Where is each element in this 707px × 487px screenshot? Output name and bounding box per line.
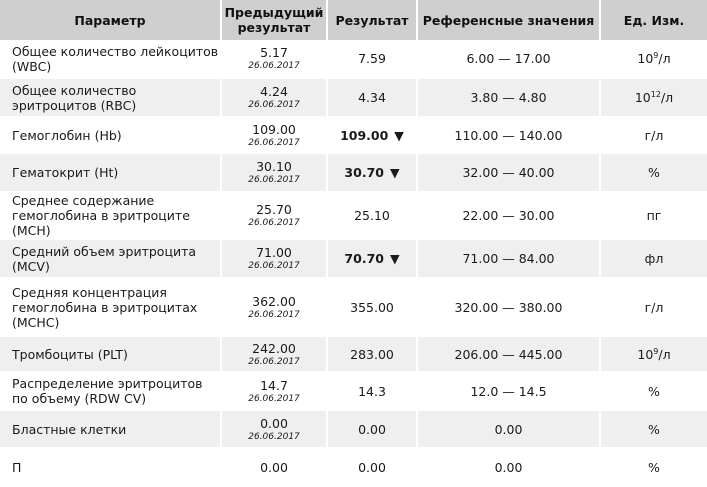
reference-range: 32.00 — 40.00 — [418, 154, 601, 193]
unit-base: % — [648, 421, 660, 437]
result-value: 4.34 — [358, 90, 386, 105]
reference-range: 320.00 — 380.00 — [418, 279, 601, 337]
table-row — [0, 40, 707, 79]
reference-range: 206.00 — 445.00 — [418, 337, 601, 373]
previous-result-date: 26.06.2017 — [248, 218, 300, 228]
previous-result-value: 5.17 — [260, 45, 288, 60]
result-cell — [328, 154, 418, 193]
reference-range: 0.00 — [418, 449, 601, 487]
reference-range: 22.00 — 30.00 — [418, 193, 601, 240]
previous-result-value: 14.7 — [260, 377, 288, 393]
previous-result-cell — [222, 79, 328, 118]
header-previous-result: Предыдущий результат — [222, 0, 328, 40]
previous-result-cell — [222, 279, 328, 337]
unit-cell — [601, 449, 707, 487]
result-cell — [328, 193, 418, 240]
previous-result-value: 0.00 — [260, 459, 288, 475]
unit-suffix: /л — [658, 346, 671, 362]
result-value: 355.00 — [350, 299, 394, 315]
unit-base: 10 — [634, 90, 651, 105]
previous-result-date: 26.06.2017 — [248, 100, 300, 110]
result-cell — [328, 79, 418, 118]
unit-base: % — [648, 459, 660, 475]
unit-cell — [601, 240, 707, 279]
previous-result-date: 26.06.2017 — [248, 431, 300, 442]
previous-result-date: 26.06.2017 — [248, 175, 300, 185]
unit-exponent: 12 — [650, 89, 661, 99]
result-cell — [328, 337, 418, 373]
previous-result-cell — [222, 193, 328, 240]
unit-base: г/л — [644, 299, 664, 315]
parameter-name: Распределение эритроцитов по объему (RDW CV) — [0, 373, 222, 411]
result-value: 283.00 — [350, 346, 394, 362]
table-row — [0, 373, 707, 411]
previous-result-date: 26.06.2017 — [248, 61, 300, 71]
result-value: 7.59 — [358, 51, 386, 66]
parameter-name: Среднее содержание гемоглобина в эритроците (MCH) — [0, 193, 222, 240]
previous-result-cell — [222, 240, 328, 279]
table-row — [0, 118, 707, 154]
result-cell — [328, 373, 418, 411]
parameter-name: Тромбоциты (PLT) — [0, 337, 222, 373]
table-row — [0, 411, 707, 449]
unit-suffix: /л — [660, 90, 674, 105]
header-unit: Ед. Изм. — [601, 0, 707, 40]
result-cell — [328, 279, 418, 337]
below-range-arrow-icon: ▼ — [389, 165, 400, 180]
parameter-name: Гематокрит (Ht) — [0, 154, 222, 193]
table-row — [0, 154, 707, 193]
result-cell — [328, 118, 418, 154]
header-result: Результат — [328, 0, 418, 40]
parameter-name: Средний объем эритроцита (MCV) — [0, 240, 222, 279]
reference-range: 12.0 — 14.5 — [418, 373, 601, 411]
below-range-arrow-icon: ▼ — [394, 127, 404, 143]
table-row — [0, 449, 707, 487]
previous-result-date: 26.06.2017 — [248, 356, 300, 367]
unit-base: % — [648, 165, 660, 180]
previous-result-cell — [222, 411, 328, 449]
previous-result-value: 25.70 — [256, 202, 292, 217]
previous-result-cell — [222, 449, 328, 487]
previous-result-value: 362.00 — [252, 293, 296, 309]
table-row — [0, 279, 707, 337]
result-value: 25.10 — [354, 208, 390, 223]
parameter-name: П — [0, 449, 222, 487]
header-reference-values: Референсные значения — [418, 0, 601, 40]
table-row — [0, 79, 707, 118]
previous-result-value: 242.00 — [252, 340, 296, 356]
parameter-name: Общее количество лейкоцитов (WBC) — [0, 40, 222, 79]
header-parameter: Параметр — [0, 0, 222, 40]
result-value: 0.00 — [358, 421, 386, 437]
parameter-name: Бластные клетки — [0, 411, 222, 449]
previous-result-cell — [222, 40, 328, 79]
unit-cell — [601, 154, 707, 193]
unit-base: 10 — [637, 51, 654, 66]
reference-range: 0.00 — [418, 411, 601, 449]
previous-result-cell — [222, 118, 328, 154]
unit-exponent: 9 — [653, 346, 659, 356]
unit-cell — [601, 193, 707, 240]
reference-range: 71.00 — 84.00 — [418, 240, 601, 279]
unit-base: фл — [644, 251, 664, 266]
reference-range: 3.80 — 4.80 — [418, 79, 601, 118]
previous-result-value: 71.00 — [256, 245, 292, 260]
reference-range: 6.00 — 17.00 — [418, 40, 601, 79]
previous-result-date: 26.06.2017 — [248, 261, 300, 271]
result-cell — [328, 40, 418, 79]
result-value: 109.00 — [340, 127, 389, 143]
parameter-name: Общее количество эритроцитов (RBC) — [0, 79, 222, 118]
table-row — [0, 193, 707, 240]
unit-cell — [601, 373, 707, 411]
previous-result-date: 26.06.2017 — [248, 309, 300, 320]
unit-cell — [601, 337, 707, 373]
below-range-arrow-icon: ▼ — [389, 251, 400, 266]
unit-cell — [601, 40, 707, 79]
previous-result-value: 30.10 — [256, 159, 292, 174]
previous-result-value: 4.24 — [260, 84, 288, 99]
previous-result-cell — [222, 337, 328, 373]
result-cell — [328, 411, 418, 449]
unit-cell — [601, 411, 707, 449]
unit-base: г/л — [644, 127, 664, 143]
unit-base: % — [648, 383, 660, 399]
previous-result-value: 0.00 — [260, 415, 288, 431]
table-header-row — [0, 0, 707, 40]
previous-result-cell — [222, 373, 328, 411]
result-value: 70.70 — [344, 251, 384, 266]
result-cell — [328, 240, 418, 279]
unit-cell — [601, 279, 707, 337]
parameter-name: Средняя концентрация гемоглобина в эритроцитах (MCHC) — [0, 279, 222, 337]
unit-cell — [601, 118, 707, 154]
unit-cell — [601, 79, 707, 118]
parameter-name: Гемоглобин (Hb) — [0, 118, 222, 154]
table-body — [0, 40, 707, 487]
unit-suffix: /л — [658, 51, 671, 66]
table-row — [0, 240, 707, 279]
result-cell — [328, 449, 418, 487]
result-value: 0.00 — [358, 459, 386, 475]
previous-result-value: 109.00 — [252, 121, 296, 137]
unit-base: 10 — [637, 346, 654, 362]
unit-base: пг — [646, 208, 662, 223]
previous-result-date: 26.06.2017 — [248, 137, 300, 148]
unit-exponent: 9 — [653, 50, 659, 60]
reference-range: 110.00 — 140.00 — [418, 118, 601, 154]
previous-result-date: 26.06.2017 — [248, 393, 300, 404]
table-row — [0, 337, 707, 373]
result-value: 14.3 — [358, 383, 386, 399]
previous-result-cell — [222, 154, 328, 193]
result-value: 30.70 — [344, 165, 384, 180]
